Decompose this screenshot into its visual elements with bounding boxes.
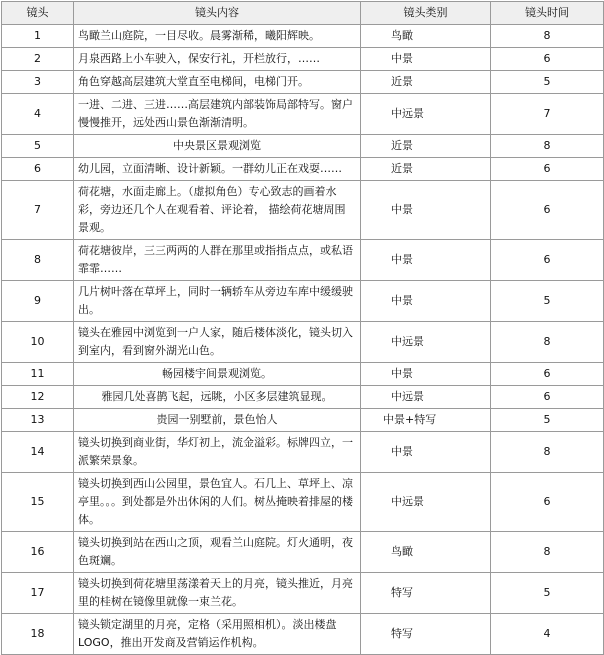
shot-number: 14 (2, 432, 74, 473)
shot-number: 16 (2, 532, 74, 573)
table-row (2, 181, 604, 240)
shot-time: 5 (491, 573, 604, 614)
shot-type: 鸟瞰 (361, 25, 491, 48)
shot-content: 中央景区景观浏览 (74, 135, 361, 158)
shot-number: 13 (2, 409, 74, 432)
shot-content: 一进、二进、三进……高层建筑内部装饰局部特写。窗户慢慢推开，远处西山景色渐渐清明。 (74, 94, 361, 135)
shot-content: 镜头切换到西山公园里，景色宜人。石几上、草坪上、凉亭里。。。到处都是外出休闲的人们。树丛掩映着排屋的楼体。 (74, 473, 361, 532)
shot-time: 6 (491, 473, 604, 532)
shot-type: 特写 (361, 614, 491, 655)
shot-type: 近景 (361, 158, 491, 181)
shot-time: 6 (491, 386, 604, 409)
shot-time: 6 (491, 363, 604, 386)
shot-number: 6 (2, 158, 74, 181)
shot-type: 中景+特写 (361, 409, 491, 432)
shot-content: 镜头切换到商业街，华灯初上，流金溢彩。标牌四立，一派繁荣景象。 (74, 432, 361, 473)
shot-time: 8 (491, 135, 604, 158)
table-row (2, 322, 604, 363)
shot-type: 中景 (361, 181, 491, 240)
shot-type: 中远景 (361, 322, 491, 363)
shot-content: 镜头切换到荷花塘里荡漾着天上的月亮，镜头推近，月亮里的桂树在镜像里就像一束兰花。 (74, 573, 361, 614)
shot-content: 荷花塘，水面走廊上。（虚拟角色）专心致志的画着水彩，旁边还几个人在观看着、评论着， 描绘荷花塘周围景观。 (74, 181, 361, 240)
shot-content: 镜头在雅园中浏览到一户人家，随后楼体淡化，镜头切入到室内，看到窗外湖光山色。 (74, 322, 361, 363)
shot-list-table (1, 1, 604, 655)
shot-content: 幼儿园，立面清晰、设计新颖。一群幼儿正在戏耍…… (74, 158, 361, 181)
header-shot-type: 镜头类别 (361, 2, 491, 25)
shot-time: 4 (491, 614, 604, 655)
shot-type: 中景 (361, 432, 491, 473)
table-row (2, 48, 604, 71)
table-row (2, 71, 604, 94)
shot-type: 近景 (361, 135, 491, 158)
shot-type: 中远景 (361, 94, 491, 135)
shot-type: 中景 (361, 240, 491, 281)
table-row (2, 573, 604, 614)
shot-time: 6 (491, 240, 604, 281)
shot-number: 1 (2, 25, 74, 48)
shot-time: 8 (491, 322, 604, 363)
shot-content: 畅园楼宇间景观浏览。 (74, 363, 361, 386)
shot-number: 5 (2, 135, 74, 158)
shot-content: 鸟瞰兰山庭院，一目尽收。晨雾渐稀，曦阳辉映。 (74, 25, 361, 48)
shot-content: 镜头锁定湖里的月亮，定格（采用照相机）。淡出楼盘LOGO，推出开发商及营销运作机构。 (74, 614, 361, 655)
shot-type: 中远景 (361, 386, 491, 409)
shot-type: 中远景 (361, 473, 491, 532)
table-row (2, 473, 604, 532)
shot-time: 5 (491, 409, 604, 432)
shot-number: 11 (2, 363, 74, 386)
shot-type: 中景 (361, 363, 491, 386)
shot-time: 5 (491, 281, 604, 322)
shot-time: 5 (491, 71, 604, 94)
header-shot-number: 镜头 (2, 2, 74, 25)
header-shot-content: 镜头内容 (74, 2, 361, 25)
table-row (2, 532, 604, 573)
table-row (2, 386, 604, 409)
shot-number: 8 (2, 240, 74, 281)
table-row (2, 432, 604, 473)
shot-type: 鸟瞰 (361, 532, 491, 573)
header-shot-time: 镜头时间 (491, 2, 604, 25)
table-row (2, 614, 604, 655)
shot-content: 镜头切换到站在西山之顶，观看兰山庭院。灯火通明，夜色斑斓。 (74, 532, 361, 573)
shot-number: 10 (2, 322, 74, 363)
shot-number: 7 (2, 181, 74, 240)
shot-number: 2 (2, 48, 74, 71)
table-row (2, 25, 604, 48)
table-row (2, 363, 604, 386)
shot-content: 几片树叶落在草坪上，同时一辆轿车从旁边车库中缓缓驶出。 (74, 281, 361, 322)
table-row (2, 135, 604, 158)
table-row (2, 94, 604, 135)
shot-time: 8 (491, 432, 604, 473)
shot-time: 8 (491, 25, 604, 48)
shot-number: 18 (2, 614, 74, 655)
table-row (2, 240, 604, 281)
header-row (2, 2, 604, 25)
shot-type: 特写 (361, 573, 491, 614)
shot-content: 荷花塘彼岸，三三两两的人群在那里或指指点点，或私语霏霏…… (74, 240, 361, 281)
shot-time: 7 (491, 94, 604, 135)
shot-type: 中景 (361, 281, 491, 322)
shot-number: 17 (2, 573, 74, 614)
shot-time: 6 (491, 158, 604, 181)
shot-type: 近景 (361, 71, 491, 94)
shot-number: 12 (2, 386, 74, 409)
shot-time: 6 (491, 48, 604, 71)
shot-time: 8 (491, 532, 604, 573)
shot-content: 雅园几处喜鹊飞起，远眺，小区多层建筑显现。 (74, 386, 361, 409)
shot-number: 15 (2, 473, 74, 532)
table-row (2, 281, 604, 322)
table-row (2, 409, 604, 432)
shot-number: 3 (2, 71, 74, 94)
shot-number: 9 (2, 281, 74, 322)
shot-content: 月泉西路上小车驶入，保安行礼，开栏放行，…… (74, 48, 361, 71)
shot-content: 贵园一别墅前，景色怡人 (74, 409, 361, 432)
shot-type: 中景 (361, 48, 491, 71)
shot-content: 角色穿越高层建筑大堂直至电梯间，电梯门开。 (74, 71, 361, 94)
shot-time: 6 (491, 181, 604, 240)
table-row (2, 158, 604, 181)
shot-number: 4 (2, 94, 74, 135)
